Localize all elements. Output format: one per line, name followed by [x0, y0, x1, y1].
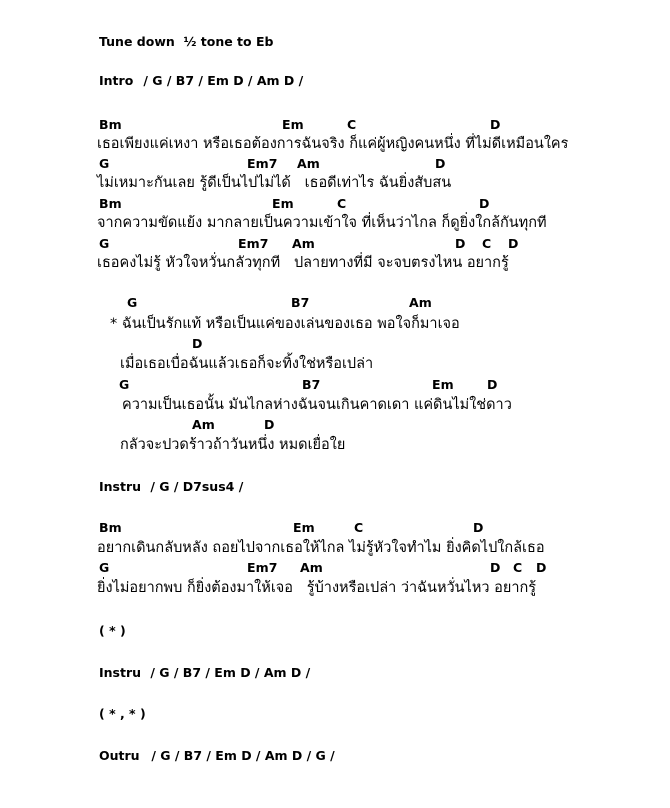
lyric-text: อยากเดินกลับหลัง ถอยไปจากเธอให้ไกล ไม่รู้หัวใจทำไม ยิ่งคิดไปใกล้เธอ: [97, 540, 545, 556]
section-outru: [0, 748, 670, 768]
chord-label: D: [455, 236, 466, 251]
section-intro-progression: / G / B7 / Em D / Am D /: [139, 73, 304, 88]
chord-row: [0, 156, 670, 172]
chord-label: D: [264, 417, 275, 432]
lyric-row: [0, 352, 670, 372]
lyric-row: [0, 132, 670, 152]
chord-label: D: [479, 196, 490, 211]
chord-label: Bm: [99, 520, 122, 535]
chord-row: [0, 520, 670, 536]
chord-label: C: [337, 196, 347, 211]
lyric-text: เมื่อเธอเบื่อฉันแล้วเธอก็จะทิ้งใช่หรือเปล่า: [120, 356, 374, 372]
section-instru-1-progression: / G / D7sus4 /: [146, 479, 244, 494]
chord-row: [0, 377, 670, 393]
lyric-text: กลัวจะปวดร้าวถ้าวันหนึ่ง หมดเยื่อใย: [120, 437, 346, 453]
lyric-row: [0, 171, 670, 191]
chord-label: D: [536, 560, 547, 575]
section-instru-1-label: Instru: [99, 479, 142, 494]
lyric-row: [0, 251, 670, 271]
chord-row: [0, 117, 670, 133]
chord-label: B7: [302, 377, 321, 392]
chord-row: [0, 417, 670, 433]
lyric-row: [0, 393, 670, 413]
chord-row: [0, 196, 670, 212]
lyric-text: เธอเพียงแค่เหงา หรือเธอต้องการฉันจริง ก็แค่ผู้หญิงคนหนึ่ง ที่ไม่ดีเหมือนใคร: [97, 136, 569, 152]
section-outru-progression: / G / B7 / Em D / Am D / G /: [147, 748, 335, 763]
chord-label: D: [490, 117, 501, 132]
lyric-text: ไม่เหมาะกันเลย รู้ดีเป็นไปไม่ได้ เธอดีเท่าไร ฉันยิ่งสับสน: [97, 175, 452, 191]
lyric-text: เธอคงไม่รู้ หัวใจหวั่นกลัวทุกที ปลายทางที่มี จะจบตรงไหน อยากรู้: [97, 255, 509, 271]
chord-label: Em: [293, 520, 315, 535]
chord-row: [0, 236, 670, 252]
chord-label: D: [435, 156, 446, 171]
section-intro: [0, 73, 670, 93]
lyric-text: จากความขัดแย้ง มากลายเป็นความเข้าใจ ที่เห็นว่าไกล ก็ดูยิ่งใกล้กันทุกที: [97, 215, 547, 231]
chord-label: Em: [282, 117, 304, 132]
repeat-marker-chorus-once: [0, 623, 670, 643]
chord-label: G: [127, 295, 138, 310]
chord-row: [0, 336, 670, 352]
chord-label: D: [192, 336, 203, 351]
chord-label: Am: [300, 560, 323, 575]
repeat-marker-text: ( * , * ): [99, 706, 146, 721]
lyric-text: ความเป็นเธอนั้น มันไกลห่างฉันจนเกินคาดเดา แค่ดินไม่ใช่ดาว: [122, 397, 512, 413]
chord-label: B7: [291, 295, 310, 310]
lyric-row: [0, 433, 670, 453]
chord-label: G: [99, 236, 110, 251]
section-instru-2-label: Instru: [99, 665, 142, 680]
chord-label: G: [99, 156, 110, 171]
lyric-row: [0, 576, 670, 596]
chord-row: [0, 560, 670, 576]
section-intro-label: Intro: [99, 73, 134, 88]
repeat-marker-chorus-twice: [0, 706, 670, 726]
chord-label: Am: [409, 295, 432, 310]
tuning-note-line: [0, 34, 670, 54]
chord-label: C: [354, 520, 364, 535]
repeat-marker-text: ( * ): [99, 623, 126, 638]
chord-label: D: [487, 377, 498, 392]
chord-label: C: [347, 117, 357, 132]
section-outru-label: Outru: [99, 748, 140, 763]
chord-label: Am: [192, 417, 215, 432]
chord-label: D: [490, 560, 501, 575]
chord-label: Bm: [99, 117, 122, 132]
chord-label: G: [119, 377, 130, 392]
chord-label: Bm: [99, 196, 122, 211]
lyric-row: [0, 211, 670, 231]
section-instru-1: [0, 479, 670, 499]
chord-label: D: [473, 520, 484, 535]
chord-label: Em7: [247, 156, 278, 171]
chord-label: D: [508, 236, 519, 251]
tuning-note: Tune down ½ tone to Eb: [99, 34, 274, 49]
chord-label: C: [513, 560, 523, 575]
chord-label: Am: [297, 156, 320, 171]
section-instru-2-progression: / G / B7 / Em D / Am D /: [146, 665, 311, 680]
section-instru-2: [0, 665, 670, 685]
lyric-text: * ฉันเป็นรักแท้ หรือเป็นแค่ของเล่นของเธอ พอใจก็มาเจอ: [110, 316, 460, 332]
chord-label: Em: [272, 196, 294, 211]
chord-row: [0, 295, 670, 311]
chord-label: Em7: [238, 236, 269, 251]
chord-label: Em7: [247, 560, 278, 575]
chord-label: C: [482, 236, 492, 251]
lyric-row: [0, 312, 670, 332]
chord-label: Em: [432, 377, 454, 392]
lyric-text: ยิ่งไม่อยากพบ ก็ยิ่งต้องมาให้เจอ รู้บ้างหรือเปล่า ว่าฉันหวั่นไหว อยากรู้: [97, 580, 537, 596]
chord-label: Am: [292, 236, 315, 251]
lyric-row: [0, 536, 670, 556]
chord-label: G: [99, 560, 110, 575]
